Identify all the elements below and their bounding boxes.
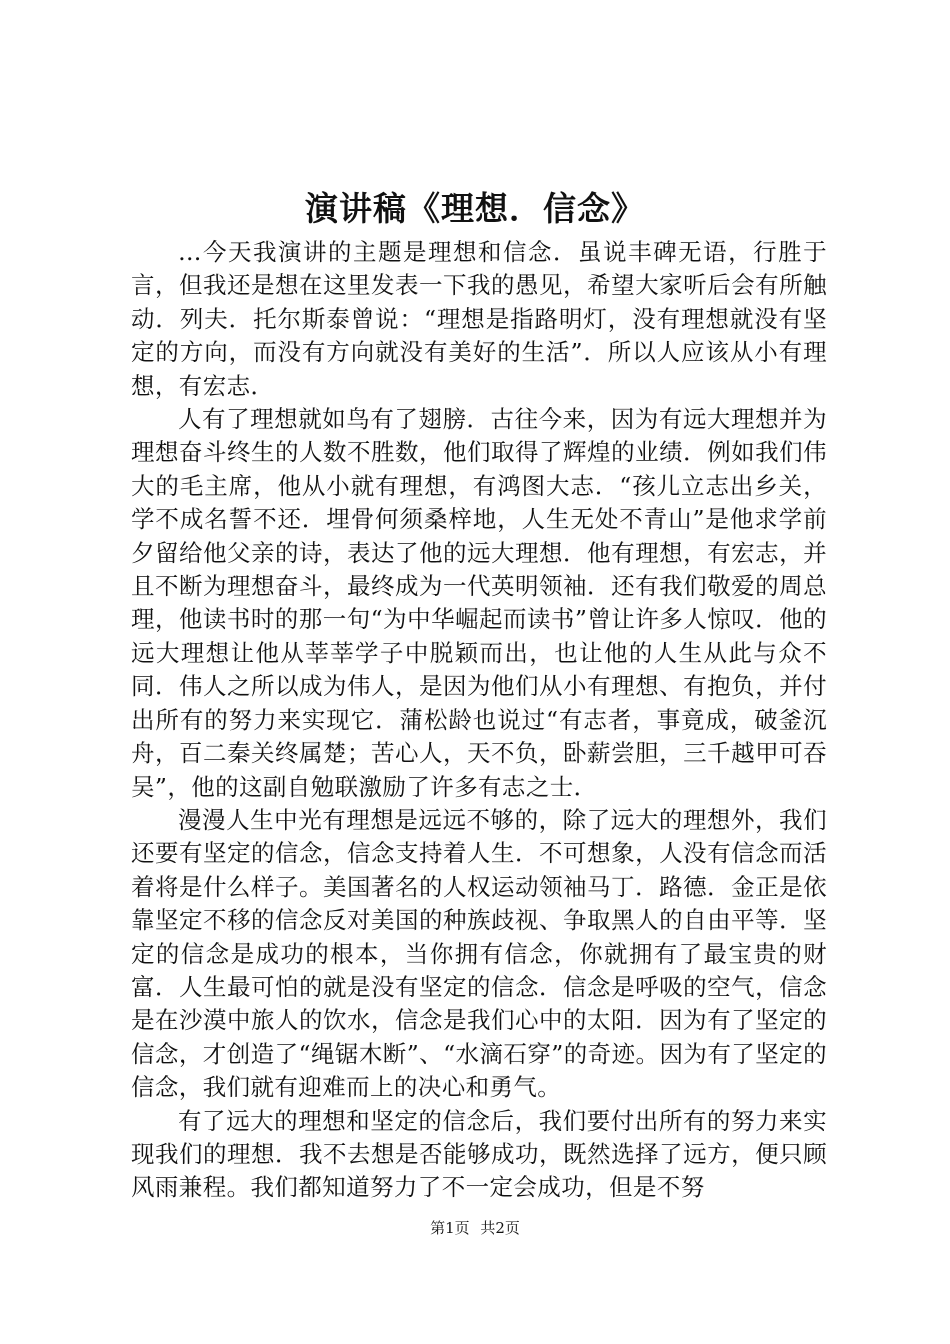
page-number-total: 共2页: [480, 1219, 520, 1237]
paragraph: 漫漫人生中光有理想是远远不够的，除了远大的理想外，我们还要有坚定的信念，信念支持着人生．不可想象，人没有信念而活着将是什么样子。美国著名的人权运动领袖马丁．路德．金正是依靠坚定不移的信念反对美国的种族歧视、争取黑人的自由平等．坚定的信念是成功的根本，当你拥有信念，你就拥有了最宝贵的财富．人生最可怕的就是没有坚定的信念．信念是呼吸的空气，信念是在沙漠中旅人的饮水，信念是我们心中的太阳．因为有了坚定的信念，才创造了“绳锯木断”、“水滴石穿”的奇迹。因为有了坚定的信念，我们就有迎难而上的决心和勇气。: [131, 805, 827, 1102]
paragraph: 有了远大的理想和坚定的信念后，我们要付出所有的努力来实现我们的理想．我不去想是否能够成功，既然选择了远方，便只顾风雨兼程。我们都知道努力了不一定会成功，但是不努: [131, 1106, 827, 1202]
document-body: [131, 236, 827, 1205]
paragraph: 人有了理想就如鸟有了翅膀．古往今来，因为有远大理想并为理想奋斗终生的人数不胜数，他们取得了辉煌的业绩．例如我们伟大的毛主席，他从小就有理想，有鸿图大志．“孩儿立志出乡关，学不成名誓不还．埋骨何须桑梓地，人生无处不青山”是他求学前夕留给他父亲的诗，表达了他的远大理想．他有理想，有宏志，并且不断为理想奋斗，最终成为一代英明领袖．还有我们敬爱的周总理，他读书时的那一句“为中华崛起而读书”曾让许多人惊叹．他的远大理想让他从莘莘学子中脱颖而出，也让他的人生从此与众不同．伟人之所以成为伟人，是因为他们从小有理想、有抱负，并付出所有的努力来实现它．蒲松龄也说过“有志者，事竟成，破釜沉舟，百二秦关终属楚；苦心人，天不负，卧薪尝胆，三千越甲可吞吴”，他的这副自勉联激励了许多有志之士．: [131, 405, 827, 801]
paragraph: …今天我演讲的主题是理想和信念．虽说丰碑无语，行胜于言，但我还是想在这里发表一下我的愚见，希望大家听后会有所触动．列夫．托尔斯泰曾说：“理想是指路明灯，没有理想就没有坚定的方向，而没有方向就没有美好的生活”．所以人应该从小有理想，有宏志．: [131, 238, 827, 400]
document-title: 演讲稿《理想．信念》: [305, 189, 645, 228]
page-number-current: 第1页: [430, 1219, 470, 1237]
page-footer: [0, 1218, 950, 1238]
